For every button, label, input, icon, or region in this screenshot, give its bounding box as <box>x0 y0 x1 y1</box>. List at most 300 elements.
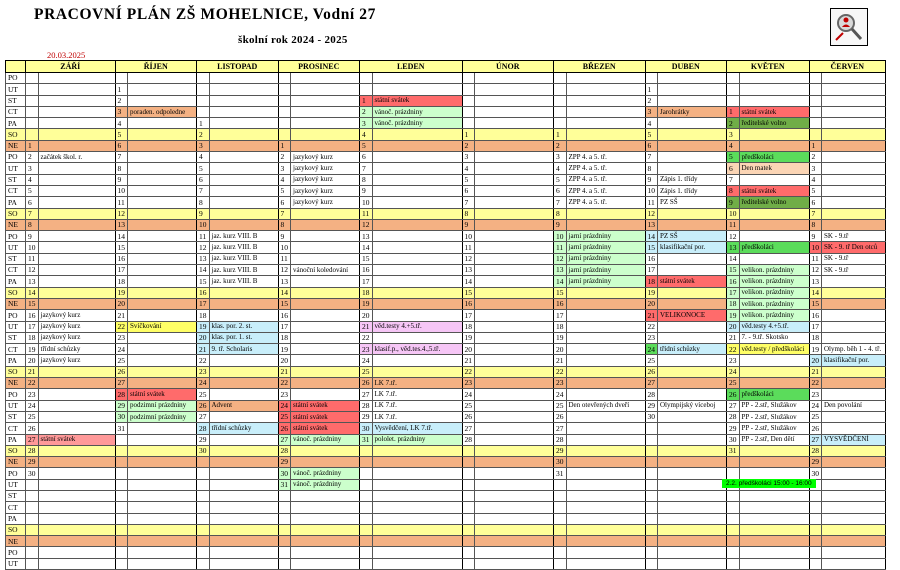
day-number <box>26 129 39 140</box>
day-number <box>115 468 128 479</box>
event-cell <box>475 95 554 106</box>
event-cell: Zápis 1. třídy <box>658 174 727 185</box>
day-number: 11 <box>360 208 373 219</box>
event-cell <box>822 95 886 106</box>
weekday-label: ST <box>6 174 26 185</box>
day-number: 11 <box>554 242 567 253</box>
day-number: 29 <box>727 423 740 434</box>
day-number: 4 <box>115 118 128 129</box>
day-number <box>809 95 822 106</box>
event-cell <box>128 423 197 434</box>
event-cell <box>739 468 809 479</box>
day-number <box>278 490 291 501</box>
day-number: 8 <box>278 219 291 230</box>
day-number <box>115 434 128 445</box>
event-cell <box>566 118 645 129</box>
day-number: 6 <box>197 174 210 185</box>
day-number: 22 <box>727 344 740 355</box>
weekday-label: CT <box>6 502 26 513</box>
event-cell <box>38 366 115 377</box>
event-cell <box>372 366 462 377</box>
day-number: 8 <box>462 208 475 219</box>
event-cell <box>372 310 462 321</box>
weekday-label: PA <box>6 118 26 129</box>
event-cell <box>475 479 554 490</box>
day-number <box>278 513 291 524</box>
event-cell <box>38 106 115 117</box>
day-number: 14 <box>197 265 210 276</box>
event-cell <box>38 490 115 501</box>
event-cell <box>38 163 115 174</box>
event-cell <box>209 185 278 196</box>
day-number <box>115 490 128 501</box>
event-cell <box>209 287 278 298</box>
event-cell: předškoláci <box>739 389 809 400</box>
day-number: 13 <box>645 219 658 230</box>
day-number <box>645 468 658 479</box>
day-number <box>809 118 822 129</box>
day-number: 27 <box>278 434 291 445</box>
event-cell <box>658 468 727 479</box>
event-cell: klasif.p., věd.tes.4.,5.tř. <box>372 344 462 355</box>
day-number: 26 <box>115 366 128 377</box>
day-number <box>26 84 39 95</box>
event-cell <box>38 208 115 219</box>
day-row <box>6 185 886 196</box>
event-cell <box>128 84 197 95</box>
day-number: 9 <box>554 219 567 230</box>
event-cell <box>38 524 115 535</box>
event-cell <box>739 536 809 547</box>
weekday-label: PO <box>6 389 26 400</box>
day-number <box>115 547 128 558</box>
month-header: ÚNOR <box>462 61 554 73</box>
day-number: 14 <box>462 276 475 287</box>
event-cell <box>372 457 462 468</box>
month-header: KVĚTEN <box>727 61 810 73</box>
day-number <box>197 457 210 468</box>
day-number <box>727 547 740 558</box>
day-number <box>278 129 291 140</box>
day-number <box>360 468 373 479</box>
event-cell <box>822 185 886 196</box>
event-cell: státní svátek <box>658 276 727 287</box>
day-number: 1 <box>360 95 373 106</box>
day-number: 8 <box>360 174 373 185</box>
weekday-label: ST <box>6 411 26 422</box>
day-number: 28 <box>462 434 475 445</box>
day-number <box>645 513 658 524</box>
day-number: 7 <box>645 152 658 163</box>
event-cell <box>372 524 462 535</box>
day-number: 27 <box>809 434 822 445</box>
event-cell: Den matek <box>739 163 809 174</box>
day-number: 15 <box>809 298 822 309</box>
event-cell: Zápis 1. třídy <box>658 185 727 196</box>
day-number: 28 <box>115 389 128 400</box>
event-cell <box>566 208 645 219</box>
day-number: 17 <box>360 276 373 287</box>
day-number: 30 <box>554 457 567 468</box>
event-cell: Vysvědčení, LK 7.tř. <box>372 423 462 434</box>
day-number: 12 <box>197 242 210 253</box>
day-number: 15 <box>115 242 128 253</box>
event-cell <box>566 219 645 230</box>
event-cell: LK 7.tř. <box>372 400 462 411</box>
day-number: 29 <box>360 411 373 422</box>
day-number: 2 <box>360 106 373 117</box>
day-row <box>6 95 886 106</box>
day-number <box>197 490 210 501</box>
day-number: 28 <box>554 434 567 445</box>
day-number: 28 <box>197 423 210 434</box>
event-cell <box>822 411 886 422</box>
event-cell <box>209 219 278 230</box>
event-cell <box>38 468 115 479</box>
day-number: 2 <box>278 152 291 163</box>
day-row <box>6 197 886 208</box>
school-year: školní rok 2024 - 2025 <box>238 34 348 46</box>
day-number: 13 <box>809 276 822 287</box>
event-cell: třídní schůzky <box>209 423 278 434</box>
event-cell <box>658 208 727 219</box>
event-cell <box>128 378 197 389</box>
day-number <box>26 73 39 84</box>
day-number <box>26 490 39 501</box>
day-number: 26 <box>278 423 291 434</box>
event-cell: jazykový kurz <box>291 152 360 163</box>
event-cell <box>38 287 115 298</box>
event-cell <box>38 423 115 434</box>
event-cell: poraden. odpoledne <box>128 106 197 117</box>
month-header: ŘÍJEN <box>115 61 197 73</box>
event-cell <box>372 129 462 140</box>
day-number: 20 <box>26 355 39 366</box>
day-number: 24 <box>115 344 128 355</box>
day-number <box>26 95 39 106</box>
event-cell: státní svátek <box>128 389 197 400</box>
day-number: 11 <box>809 253 822 264</box>
day-number: 4 <box>360 129 373 140</box>
event-cell <box>38 445 115 456</box>
plan-body <box>6 73 886 570</box>
day-row <box>6 152 886 163</box>
event-cell: vánoč. prázdniny <box>291 434 360 445</box>
event-cell <box>658 140 727 151</box>
event-cell <box>209 140 278 151</box>
event-cell <box>658 457 727 468</box>
day-number: 2 <box>645 95 658 106</box>
day-number <box>360 502 373 513</box>
day-number: 9 <box>645 174 658 185</box>
event-cell <box>658 524 727 535</box>
day-number <box>115 73 128 84</box>
event-cell <box>128 310 197 321</box>
event-cell: SK - 9.tř <box>822 253 886 264</box>
day-number: 31 <box>360 434 373 445</box>
day-row <box>6 208 886 219</box>
day-number: 16 <box>645 253 658 264</box>
month-header: BŘEZEN <box>554 61 646 73</box>
day-number: 11 <box>727 219 740 230</box>
day-number: 17 <box>809 321 822 332</box>
event-cell <box>38 265 115 276</box>
event-cell <box>128 242 197 253</box>
day-number: 25 <box>26 411 39 422</box>
day-number: 18 <box>278 332 291 343</box>
day-number: 25 <box>645 355 658 366</box>
event-cell <box>658 513 727 524</box>
day-row <box>6 298 886 309</box>
event-cell: LK 7.tř. <box>372 411 462 422</box>
day-number <box>197 479 210 490</box>
event-cell <box>739 253 809 264</box>
event-cell <box>372 513 462 524</box>
weekday-label: PO <box>6 468 26 479</box>
event-cell <box>128 298 197 309</box>
day-number: 25 <box>462 400 475 411</box>
day-number <box>462 502 475 513</box>
day-number: 28 <box>26 445 39 456</box>
day-number: 26 <box>727 389 740 400</box>
event-cell: velikon. prázdniny <box>739 276 809 287</box>
day-number: 12 <box>26 265 39 276</box>
day-number: 24 <box>197 378 210 389</box>
event-cell <box>822 502 886 513</box>
day-row <box>6 558 886 569</box>
event-cell: jazykový kurz <box>38 355 115 366</box>
day-number <box>26 118 39 129</box>
event-cell <box>128 163 197 174</box>
day-number: 14 <box>809 287 822 298</box>
event-cell: jazykový kurz <box>38 332 115 343</box>
event-cell <box>566 287 645 298</box>
day-number: 24 <box>278 400 291 411</box>
page-title: PRACOVNÍ PLÁN ZŠ MOHELNICE, Vodní 27 <box>34 6 376 23</box>
event-cell: vánoč. prázdniny <box>291 479 360 490</box>
event-cell <box>291 321 360 332</box>
event-cell <box>566 310 645 321</box>
event-cell: státní svátek <box>372 95 462 106</box>
day-number: 4 <box>809 174 822 185</box>
event-cell <box>475 524 554 535</box>
event-cell: ZPP 4. a 5. tř. <box>566 174 645 185</box>
event-cell <box>38 276 115 287</box>
day-number: 21 <box>278 366 291 377</box>
event-cell: státní svátek <box>38 434 115 445</box>
weekday-label: UT <box>6 321 26 332</box>
day-number <box>197 73 210 84</box>
event-cell: VELIKONOCE <box>658 310 727 321</box>
day-number: 7 <box>462 197 475 208</box>
event-cell <box>739 73 809 84</box>
event-cell <box>566 129 645 140</box>
day-number: 13 <box>278 276 291 287</box>
day-number <box>554 73 567 84</box>
event-cell <box>475 332 554 343</box>
day-number: 6 <box>278 197 291 208</box>
event-cell <box>566 479 645 490</box>
event-cell <box>739 208 809 219</box>
event-cell <box>209 547 278 558</box>
weekday-label: UT <box>6 84 26 95</box>
day-number: 9 <box>360 185 373 196</box>
day-number: 17 <box>278 321 291 332</box>
event-cell: 7. - 9.tř. Skotsko <box>739 332 809 343</box>
event-cell: PP - 2.stř, Služákov <box>739 423 809 434</box>
event-cell <box>658 332 727 343</box>
event-cell <box>658 219 727 230</box>
event-cell <box>475 84 554 95</box>
event-cell <box>566 558 645 569</box>
day-number: 18 <box>554 321 567 332</box>
day-number <box>462 106 475 117</box>
event-cell <box>658 129 727 140</box>
event-cell: ředitelské volno <box>739 118 809 129</box>
event-cell <box>38 298 115 309</box>
day-number: 12 <box>809 265 822 276</box>
event-cell <box>658 411 727 422</box>
event-cell <box>38 231 115 242</box>
magnifier-person-logo-icon <box>830 8 868 46</box>
event-cell <box>475 423 554 434</box>
event-cell <box>739 445 809 456</box>
day-number: 30 <box>645 411 658 422</box>
weekday-label: SO <box>6 129 26 140</box>
event-cell <box>209 310 278 321</box>
day-number: 22 <box>197 355 210 366</box>
day-number: 8 <box>26 219 39 230</box>
day-number <box>554 84 567 95</box>
day-number: 22 <box>360 332 373 343</box>
weekday-label: PO <box>6 73 26 84</box>
day-number <box>645 73 658 84</box>
day-number: 8 <box>727 185 740 196</box>
event-cell <box>566 344 645 355</box>
event-cell <box>209 106 278 117</box>
day-number <box>462 547 475 558</box>
day-number <box>197 468 210 479</box>
day-number: 9 <box>727 197 740 208</box>
day-number: 3 <box>278 163 291 174</box>
day-row <box>6 344 886 355</box>
day-number: 4 <box>278 174 291 185</box>
event-cell <box>291 219 360 230</box>
event-cell: Olympijský víceboj <box>658 400 727 411</box>
day-number: 4 <box>197 152 210 163</box>
event-cell: ZPP 4. a 5. tř. <box>566 185 645 196</box>
event-cell <box>658 298 727 309</box>
day-number: 15 <box>360 253 373 264</box>
event-cell <box>38 479 115 490</box>
day-number: 14 <box>554 276 567 287</box>
day-number: 8 <box>115 163 128 174</box>
event-cell: vánoč. prázdniny <box>372 118 462 129</box>
day-number: 7 <box>278 208 291 219</box>
event-cell <box>372 231 462 242</box>
event-cell <box>372 276 462 287</box>
event-cell <box>822 321 886 332</box>
event-cell <box>475 106 554 117</box>
event-cell <box>209 411 278 422</box>
event-cell <box>658 73 727 84</box>
event-cell <box>658 490 727 501</box>
event-cell <box>128 366 197 377</box>
event-cell: klas. por. 1. st. <box>209 332 278 343</box>
day-number <box>360 524 373 535</box>
day-number <box>645 490 658 501</box>
day-number: 17 <box>462 310 475 321</box>
day-number <box>462 524 475 535</box>
event-cell <box>658 118 727 129</box>
event-cell <box>658 389 727 400</box>
event-cell <box>291 253 360 264</box>
day-number <box>278 106 291 117</box>
event-cell <box>38 140 115 151</box>
day-number: 6 <box>727 163 740 174</box>
event-cell <box>822 423 886 434</box>
event-cell <box>38 197 115 208</box>
event-cell <box>566 366 645 377</box>
event-cell: velikon. prázdniny <box>739 265 809 276</box>
day-number: 13 <box>26 276 39 287</box>
weekday-label: UT <box>6 558 26 569</box>
day-number: 27 <box>554 423 567 434</box>
day-number <box>115 536 128 547</box>
event-cell <box>372 219 462 230</box>
event-cell: SK - 9. tř Den otců <box>822 242 886 253</box>
event-cell <box>38 242 115 253</box>
day-number: 19 <box>462 332 475 343</box>
day-number <box>727 513 740 524</box>
event-cell <box>475 355 554 366</box>
event-cell <box>128 355 197 366</box>
weekday-label: ST <box>6 95 26 106</box>
day-number <box>554 513 567 524</box>
day-number: 12 <box>727 231 740 242</box>
day-number: 22 <box>645 321 658 332</box>
day-number: 5 <box>26 185 39 196</box>
event-cell <box>291 355 360 366</box>
event-cell <box>822 152 886 163</box>
day-number: 27 <box>645 378 658 389</box>
event-cell <box>475 558 554 569</box>
day-number: 27 <box>26 434 39 445</box>
event-cell: pololet. prázdniny <box>372 434 462 445</box>
day-number <box>197 524 210 535</box>
event-cell <box>291 524 360 535</box>
day-number <box>645 479 658 490</box>
event-cell <box>209 502 278 513</box>
event-cell: jarní prázdniny <box>566 265 645 276</box>
day-number: 17 <box>26 321 39 332</box>
day-number <box>115 524 128 535</box>
event-cell <box>658 287 727 298</box>
event-cell <box>209 355 278 366</box>
event-cell <box>475 389 554 400</box>
event-cell <box>475 197 554 208</box>
day-number: 11 <box>115 197 128 208</box>
event-cell <box>372 174 462 185</box>
day-number: 10 <box>197 219 210 230</box>
event-cell <box>658 152 727 163</box>
event-cell: VYSVĚDČENÍ <box>822 434 886 445</box>
event-cell <box>739 95 809 106</box>
day-number: 14 <box>360 242 373 253</box>
event-cell <box>566 106 645 117</box>
event-cell <box>822 163 886 174</box>
day-number: 22 <box>278 378 291 389</box>
